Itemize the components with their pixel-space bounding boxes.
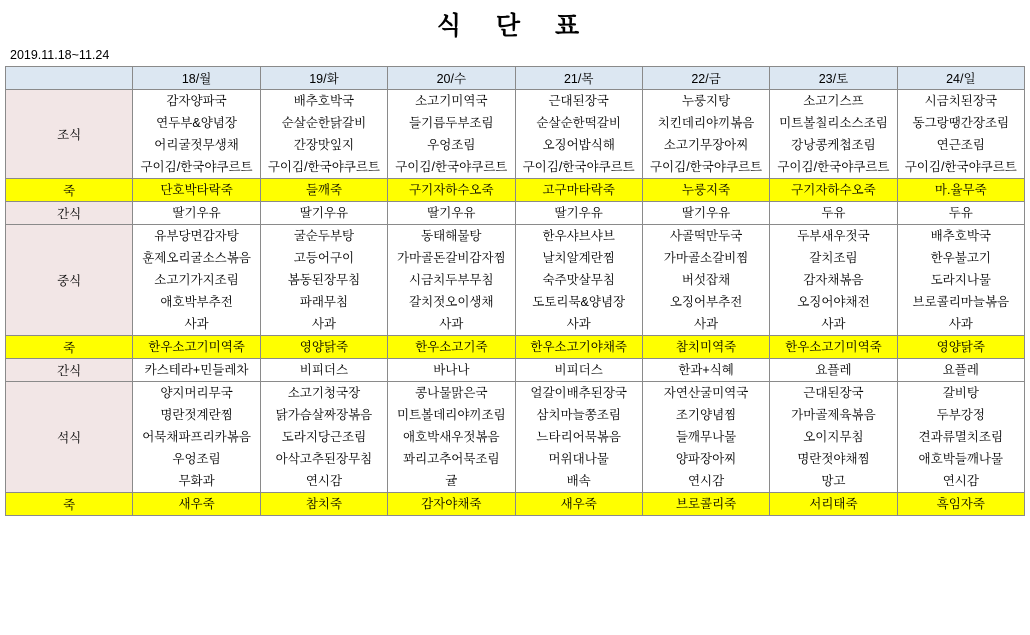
menu-item: 소고기스프: [803, 94, 864, 108]
menu-cell: [133, 382, 260, 493]
menu-item: 영양닭죽: [299, 340, 349, 354]
menu-item: 콩나물맑은국: [415, 386, 488, 400]
menu-item: 가마골소갈비찜: [663, 251, 749, 265]
menu-item: 두유: [948, 206, 973, 220]
menu-item: 연근조림: [936, 138, 985, 152]
menu-item: 감자채볶음: [803, 273, 864, 287]
page-title: 식 단 표: [436, 12, 594, 40]
menu-item: 비피더스: [299, 363, 349, 377]
menu-cell: [515, 90, 642, 179]
menu-item: 애호박부추전: [160, 295, 233, 309]
menu-item: 강낭콩케첩조림: [791, 138, 876, 152]
menu-item: 딸기우유: [554, 206, 603, 220]
table-row: [6, 179, 1025, 202]
menu-table: [5, 66, 1025, 516]
menu-cell: [133, 90, 260, 179]
menu-cell: [642, 493, 769, 516]
menu-item: 소고기청국장: [287, 386, 361, 400]
menu-cell: [260, 336, 387, 359]
menu-item: 시금치두부무침: [409, 273, 494, 287]
menu-cell: [515, 382, 642, 493]
row-label: 조식: [6, 90, 133, 179]
menu-item: 명란젓야채찜: [797, 452, 870, 466]
menu-item: 구이김/한국야쿠르트: [777, 160, 890, 174]
menu-item: 새우죽: [560, 497, 597, 511]
menu-item: 가마골돈갈비감자찜: [396, 251, 506, 265]
menu-cell: [642, 382, 769, 493]
menu-item: 배속: [566, 474, 591, 488]
menu-item: 오이지무침: [803, 430, 864, 444]
menu-cell: [897, 90, 1024, 179]
menu-cell: [770, 382, 897, 493]
menu-item: 가마골제육볶음: [791, 408, 876, 422]
menu-cell: [133, 359, 260, 382]
menu-item: 한우소고기미역죽: [148, 340, 245, 354]
table-row: [6, 382, 1025, 493]
menu-cell: [515, 179, 642, 202]
menu-item: 단호박타락죽: [160, 183, 233, 197]
menu-item: 도토리묵&양념장: [532, 295, 626, 309]
menu-item: 연시감: [942, 474, 979, 488]
table-body: [6, 90, 1025, 516]
table-row: [6, 202, 1025, 225]
menu-cell: [133, 225, 260, 336]
row-label: 죽: [6, 179, 133, 202]
menu-item: 시금치된장국: [924, 94, 998, 108]
menu-item: 구이김/한국야쿠르트: [522, 160, 635, 174]
menu-item: 꽈리고추어묵조림: [403, 452, 500, 466]
menu-item: 사골떡만두국: [669, 229, 743, 243]
menu-item: 아삭고추된장무침: [275, 452, 373, 466]
menu-item: 누룽지죽: [681, 183, 731, 197]
menu-item: 한우소고기야채죽: [530, 340, 627, 354]
row-label: 석식: [6, 382, 133, 493]
menu-cell: [770, 202, 897, 225]
menu-item: 고등어구이: [293, 251, 355, 265]
menu-item: 미트볼데리야끼조림: [396, 408, 506, 422]
menu-item: 자연산굴미역국: [663, 386, 749, 400]
date-range: 2019.11.18~11.24: [10, 48, 110, 62]
menu-item: 요플레: [942, 363, 979, 377]
menu-cell: [388, 179, 515, 202]
menu-item: 애호박들깨나물: [918, 452, 1004, 466]
menu-item: 애호박새우젓볶음: [403, 430, 500, 444]
menu-item: 사과: [821, 317, 846, 331]
menu-item: 사과: [311, 317, 337, 331]
menu-item: 소고기무장아찌: [663, 138, 749, 152]
menu-item: 버섯잡채: [681, 273, 731, 287]
menu-cell: [770, 336, 897, 359]
menu-item: 유부당면감자탕: [154, 229, 239, 243]
menu-item: 오징어부추전: [669, 295, 743, 309]
menu-item: 구이김/한국야쿠르트: [267, 160, 381, 174]
menu-item: 카스테라+민들레차: [144, 363, 249, 377]
table-row: [6, 359, 1025, 382]
column-header-4: 22/금: [642, 67, 769, 90]
menu-item: 두부새우젓국: [797, 229, 870, 243]
menu-cell: [133, 336, 260, 359]
menu-item: 귤: [445, 474, 458, 488]
menu-cell: [515, 359, 642, 382]
menu-item: 한우소고기죽: [415, 340, 488, 354]
menu-item: 날치알계란찜: [542, 251, 615, 265]
row-label: 죽: [6, 493, 133, 516]
menu-item: 소고기가지조림: [154, 273, 239, 287]
menu-item: 굴순두부탕: [293, 229, 355, 243]
menu-cell: [897, 225, 1024, 336]
menu-cell: [388, 90, 515, 179]
menu-cell: [388, 336, 515, 359]
menu-item: 느타리어묵볶음: [536, 430, 621, 444]
menu-item: 사과: [184, 317, 209, 331]
menu-item: 참치미역죽: [675, 340, 737, 354]
menu-item: 닭가슴살짜장볶음: [275, 408, 373, 422]
menu-item: 도라지당근조림: [281, 430, 367, 444]
menu-item: 들깨죽: [305, 183, 343, 197]
menu-item: 딸기우유: [299, 206, 349, 220]
menu-item: 조기양념찜: [675, 408, 737, 422]
column-header-0: 18/월: [133, 67, 260, 90]
menu-cell: [897, 179, 1024, 202]
corner-cell: [6, 67, 133, 90]
menu-item: 어리굴젓무생채: [154, 138, 239, 152]
menu-cell: [642, 225, 769, 336]
menu-cell: [515, 202, 642, 225]
menu-item: 소고기미역국: [415, 94, 488, 108]
menu-item: 미트볼칠리소스조림: [779, 116, 888, 130]
menu-cell: [515, 493, 642, 516]
menu-cell: [770, 179, 897, 202]
menu-item: 봄동된장무침: [287, 273, 361, 287]
menu-item: 사과: [693, 317, 719, 331]
menu-item: 감자야채죽: [421, 497, 482, 511]
menu-item: 동태해물탕: [421, 229, 482, 243]
menu-item: 순살순한떡갈비: [536, 116, 621, 130]
menu-item: 치킨데리야끼볶음: [657, 116, 755, 130]
menu-item: 갈비탕: [942, 386, 979, 400]
menu-item: 구이김/한국야쿠르트: [395, 160, 508, 174]
menu-cell: [133, 493, 260, 516]
menu-cell: [515, 225, 642, 336]
menu-cell: [770, 225, 897, 336]
menu-item: 딸기우유: [427, 206, 476, 220]
menu-cell: [260, 493, 387, 516]
menu-cell: [897, 382, 1024, 493]
menu-item: 새우죽: [178, 497, 215, 511]
menu-cell: [770, 493, 897, 516]
menu-cell: [260, 382, 387, 493]
menu-cell: [515, 336, 642, 359]
menu-item: 들기름두부조림: [409, 116, 494, 130]
menu-item: 오징어밥식해: [542, 138, 615, 152]
menu-item: 사과: [948, 317, 973, 331]
menu-cell: [388, 359, 515, 382]
table-row: [6, 336, 1025, 359]
menu-item: 두부강정: [936, 408, 985, 422]
menu-item: 연시감: [687, 474, 725, 488]
menu-cell: [897, 336, 1024, 359]
menu-item: 요플레: [815, 363, 852, 377]
menu-item: 배추호박국: [930, 229, 991, 243]
menu-item: 누룽지탕: [681, 94, 731, 108]
menu-item: 딸기우유: [172, 206, 221, 220]
menu-item: 머위대나물: [548, 452, 609, 466]
menu-item: 배추호박국: [293, 94, 355, 108]
menu-item: 동그랑땡간장조림: [912, 116, 1010, 130]
menu-item: 구이김/한국야쿠르트: [904, 160, 1017, 174]
row-label: 간식: [6, 359, 133, 382]
column-header-6: 24/일: [897, 67, 1024, 90]
menu-item: 연두부&양념장: [156, 116, 237, 130]
row-label: 죽: [6, 336, 133, 359]
menu-item: 고구마타락죽: [542, 183, 615, 197]
menu-item: 들깨무나물: [675, 430, 737, 444]
column-header-5: 23/토: [770, 67, 897, 90]
menu-item: 양파장아찌: [675, 452, 737, 466]
menu-cell: [642, 179, 769, 202]
menu-cell: [388, 382, 515, 493]
menu-cell: [388, 225, 515, 336]
menu-item: 감자양파국: [166, 94, 227, 108]
menu-cell: [388, 493, 515, 516]
menu-item: 파래무침: [299, 295, 349, 309]
menu-item: 갈치젓오이생채: [409, 295, 494, 309]
menu-item: 어묵채파프리카볶음: [142, 430, 251, 444]
menu-cell: [260, 179, 387, 202]
row-label: 간식: [6, 202, 133, 225]
menu-cell: [260, 90, 387, 179]
table-row: [6, 90, 1025, 179]
row-label: 중식: [6, 225, 133, 336]
column-header-3: 21/목: [515, 67, 642, 90]
menu-item: 숙주맛살무침: [542, 273, 615, 287]
menu-item: 브로콜리죽: [675, 497, 737, 511]
menu-item: 구기자하수오죽: [409, 183, 494, 197]
menu-cell: [388, 202, 515, 225]
menu-item: 바나나: [433, 363, 470, 377]
menu-item: 오징어야채전: [797, 295, 870, 309]
menu-cell: [642, 359, 769, 382]
menu-item: 비피더스: [554, 363, 603, 377]
menu-cell: [897, 493, 1024, 516]
menu-item: 서리태죽: [809, 497, 858, 511]
menu-item: 얼갈이배추된장국: [530, 386, 627, 400]
menu-item: 영양닭죽: [936, 340, 985, 354]
menu-cell: [133, 202, 260, 225]
menu-item: 두유: [821, 206, 846, 220]
menu-item: 우엉조림: [427, 138, 476, 152]
menu-item: 근대된장국: [548, 94, 609, 108]
column-header-2: 20/수: [388, 67, 515, 90]
menu-item: 마.율무죽: [934, 183, 987, 197]
menu-cell: [642, 90, 769, 179]
menu-item: 명란젓계란찜: [160, 408, 233, 422]
menu-cell: [260, 202, 387, 225]
menu-item: 사과: [439, 317, 464, 331]
menu-item: 망고: [821, 474, 846, 488]
menu-cell: [260, 225, 387, 336]
menu-cell: [133, 179, 260, 202]
menu-cell: [897, 359, 1024, 382]
menu-cell: [770, 359, 897, 382]
table-row: [6, 493, 1025, 516]
header-row: [6, 67, 1025, 90]
menu-item: 한우샤브샤브: [542, 229, 615, 243]
menu-cell: [642, 336, 769, 359]
menu-item: 한과+식혜: [678, 363, 734, 377]
menu-item: 딸기우유: [681, 206, 731, 220]
table-header: [6, 67, 1025, 90]
menu-cell: [770, 90, 897, 179]
menu-item: 훈제오리굴소스볶음: [142, 251, 251, 265]
menu-item: 한우소고기미역죽: [785, 340, 882, 354]
menu-item: 연시감: [305, 474, 343, 488]
menu-cell: [260, 359, 387, 382]
menu-item: 사과: [566, 317, 591, 331]
menu-item: 갈치조림: [809, 251, 858, 265]
menu-item: 순살순한닭갈비: [281, 116, 367, 130]
menu-item: 우엉조림: [172, 452, 221, 466]
menu-item: 한우불고기: [930, 251, 991, 265]
menu-item: 양지머리무국: [160, 386, 233, 400]
menu-item: 무화과: [178, 474, 215, 488]
menu-item: 견과류멸치조림: [918, 430, 1004, 444]
menu-cell: [897, 202, 1024, 225]
menu-item: 삼치마늘쫑조림: [536, 408, 621, 422]
menu-item: 참치죽: [305, 497, 343, 511]
menu-item: 구이김/한국야쿠르트: [140, 160, 253, 174]
column-header-1: 19/화: [260, 67, 387, 90]
menu-item: 간장맛잎지: [293, 138, 355, 152]
menu-item: 도라지나물: [930, 273, 991, 287]
menu-item: 브로콜리마늘볶음: [912, 295, 1010, 309]
table-row: [6, 225, 1025, 336]
menu-item: 근대된장국: [803, 386, 864, 400]
menu-item: 구이김/한국야쿠르트: [649, 160, 763, 174]
menu-item: 흑임자죽: [936, 497, 985, 511]
menu-cell: [642, 202, 769, 225]
menu-item: 구기자하수오죽: [791, 183, 876, 197]
